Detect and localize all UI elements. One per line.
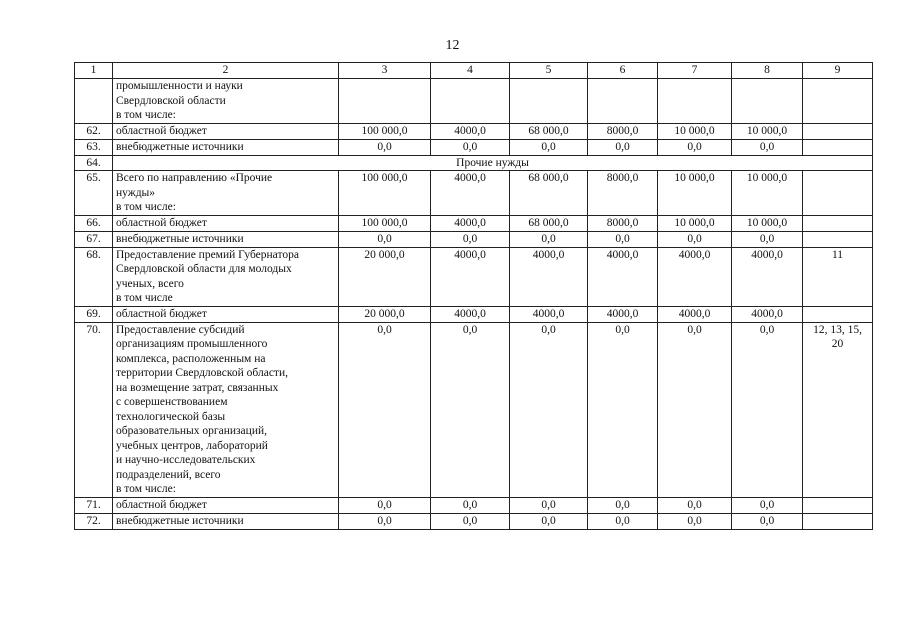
- description-line: Всего по направлению «Прочие: [116, 172, 273, 184]
- row-number: 71.: [75, 497, 113, 513]
- value-cell: 4000,0: [431, 171, 510, 216]
- note-cell: [803, 513, 873, 529]
- header-cell: 8: [732, 63, 803, 79]
- value-cell: 0,0: [732, 322, 803, 497]
- header-cell: 3: [339, 63, 431, 79]
- value-cell: 0,0: [431, 139, 510, 155]
- value-cell: 100 000,0: [339, 171, 431, 216]
- row-description: [113, 322, 339, 497]
- value-cell: 68 000,0: [510, 171, 588, 216]
- note-cell: [803, 123, 873, 139]
- description-line: организациям промышленного: [116, 338, 268, 350]
- description-line: комплекса, расположенным на: [116, 352, 266, 365]
- value-cell: 0,0: [339, 497, 431, 513]
- value-cell: 10 000,0: [658, 123, 732, 139]
- description-line: областной бюджет: [116, 124, 207, 137]
- value-cell: 0,0: [510, 497, 588, 513]
- value-cell: 0,0: [588, 322, 658, 497]
- row-number: 65.: [75, 171, 113, 216]
- description-line: в том числе: [116, 292, 173, 304]
- header-cell: 4: [431, 63, 510, 79]
- table-row: [75, 231, 873, 247]
- page-number: 12: [445, 38, 460, 53]
- header-cell: 9: [803, 63, 873, 79]
- value-cell: 4000,0: [658, 306, 732, 322]
- row-description: [113, 79, 339, 124]
- table-row: [75, 306, 873, 322]
- value-cell: 10 000,0: [732, 123, 803, 139]
- description-line: на возмещение затрат, связанных: [116, 381, 279, 394]
- value-cell: 20 000,0: [339, 247, 431, 306]
- table-row: [75, 171, 873, 216]
- description-line: в том числе:: [116, 483, 176, 495]
- value-cell: 0,0: [431, 513, 510, 529]
- note-cell: [803, 215, 873, 231]
- value-cell: 8000,0: [588, 171, 658, 216]
- note-cell: 12, 13, 15, 20: [803, 322, 873, 497]
- value-cell: [658, 79, 732, 124]
- row-description: [113, 123, 339, 139]
- row-description: [113, 139, 339, 155]
- table-row: [75, 247, 873, 306]
- section-title: Прочие нужды: [113, 155, 873, 171]
- note-cell: 11: [803, 247, 873, 306]
- description-line: областной бюджет: [116, 216, 207, 229]
- value-cell: 20 000,0: [339, 306, 431, 322]
- value-cell: 10 000,0: [732, 215, 803, 231]
- value-cell: 10 000,0: [658, 215, 732, 231]
- row-number: 67.: [75, 231, 113, 247]
- row-number: [75, 79, 113, 124]
- value-cell: 4000,0: [431, 215, 510, 231]
- value-cell: 4000,0: [588, 306, 658, 322]
- description-line: нужды»: [116, 186, 156, 199]
- table-row: [75, 497, 873, 513]
- description-line: Предоставление премий Губернатора: [116, 248, 299, 261]
- value-cell: 0,0: [658, 322, 732, 497]
- value-cell: 4000,0: [588, 247, 658, 306]
- row-description: [113, 497, 339, 513]
- table-row: [75, 139, 873, 155]
- value-cell: 0,0: [431, 231, 510, 247]
- value-cell: 4000,0: [732, 247, 803, 306]
- value-cell: 4000,0: [510, 306, 588, 322]
- value-cell: 0,0: [339, 231, 431, 247]
- value-cell: 4000,0: [510, 247, 588, 306]
- row-description: [113, 215, 339, 231]
- value-cell: 0,0: [588, 231, 658, 247]
- value-cell: 0,0: [431, 322, 510, 497]
- table-header-row: [75, 63, 873, 79]
- value-cell: 0,0: [732, 231, 803, 247]
- row-number: 64.: [75, 155, 113, 171]
- description-line: областной бюджет: [116, 307, 207, 320]
- description-line: внебюджетные источники: [116, 232, 244, 245]
- description-line: внебюджетные источники: [116, 514, 244, 527]
- value-cell: 10 000,0: [658, 171, 732, 216]
- row-description: [113, 513, 339, 529]
- value-cell: 0,0: [339, 513, 431, 529]
- table-row: [75, 513, 873, 529]
- value-cell: [588, 79, 658, 124]
- description-line: территории Свердловской области,: [116, 367, 288, 379]
- value-cell: 0,0: [658, 231, 732, 247]
- value-cell: 4000,0: [431, 247, 510, 306]
- description-line: Предоставление субсидий: [116, 323, 245, 336]
- header-cell: 1: [75, 63, 113, 79]
- description-line: в том числе:: [116, 201, 176, 213]
- value-cell: 0,0: [339, 139, 431, 155]
- description-line: промышленности и науки: [116, 80, 243, 92]
- value-cell: [732, 79, 803, 124]
- value-cell: 0,0: [431, 497, 510, 513]
- value-cell: 10 000,0: [732, 171, 803, 216]
- value-cell: 4000,0: [732, 306, 803, 322]
- value-cell: 4000,0: [658, 247, 732, 306]
- row-number: 72.: [75, 513, 113, 529]
- value-cell: 0,0: [588, 497, 658, 513]
- header-cell: 6: [588, 63, 658, 79]
- description-line: и научно-исследовательских: [116, 454, 256, 466]
- value-cell: 100 000,0: [339, 123, 431, 139]
- value-cell: 0,0: [588, 139, 658, 155]
- value-cell: 0,0: [588, 513, 658, 529]
- header-cell: 5: [510, 63, 588, 79]
- row-number: 66.: [75, 215, 113, 231]
- table-body: [75, 63, 873, 530]
- value-cell: 0,0: [732, 513, 803, 529]
- note-cell: [803, 171, 873, 216]
- note-cell: [803, 79, 873, 124]
- table-row: [75, 215, 873, 231]
- header-cell: 7: [658, 63, 732, 79]
- row-number: 68.: [75, 247, 113, 306]
- description-line: технологической базы: [116, 410, 226, 423]
- row-number: 62.: [75, 123, 113, 139]
- note-cell: [803, 306, 873, 322]
- description-line: подразделений, всего: [116, 468, 221, 481]
- table-row: [75, 79, 873, 124]
- row-number: 69.: [75, 306, 113, 322]
- description-line: областной бюджет: [116, 498, 207, 511]
- value-cell: 0,0: [510, 513, 588, 529]
- description-line: с совершенствованием: [116, 396, 228, 408]
- description-line: Свердловской области для молодых: [116, 263, 292, 275]
- value-cell: 8000,0: [588, 123, 658, 139]
- description-line: Свердловской области: [116, 94, 226, 107]
- value-cell: 4000,0: [431, 306, 510, 322]
- value-cell: 68 000,0: [510, 215, 588, 231]
- value-cell: 0,0: [510, 139, 588, 155]
- table-row: [75, 322, 873, 497]
- table-row: [75, 123, 873, 139]
- description-line: образовательных организаций,: [116, 425, 267, 437]
- value-cell: 4000,0: [431, 123, 510, 139]
- value-cell: 8000,0: [588, 215, 658, 231]
- section-row: [75, 155, 873, 171]
- value-cell: 68 000,0: [510, 123, 588, 139]
- value-cell: [431, 79, 510, 124]
- value-cell: [510, 79, 588, 124]
- row-number: 70.: [75, 322, 113, 497]
- value-cell: 0,0: [732, 139, 803, 155]
- value-cell: 0,0: [658, 513, 732, 529]
- row-description: [113, 247, 339, 306]
- value-cell: 0,0: [510, 231, 588, 247]
- row-description: [113, 171, 339, 216]
- value-cell: 100 000,0: [339, 215, 431, 231]
- value-cell: 0,0: [510, 322, 588, 497]
- note-cell: [803, 497, 873, 513]
- note-cell: [803, 139, 873, 155]
- value-cell: [339, 79, 431, 124]
- program-table: [74, 62, 873, 530]
- description-line: в том числе:: [116, 109, 176, 121]
- description-line: внебюджетные источники: [116, 140, 244, 153]
- row-description: [113, 306, 339, 322]
- note-cell: [803, 231, 873, 247]
- value-cell: 0,0: [339, 322, 431, 497]
- description-line: учебных центров, лабораторий: [116, 439, 268, 452]
- value-cell: 0,0: [732, 497, 803, 513]
- description-line: ученых, всего: [116, 277, 184, 290]
- header-cell: 2: [113, 63, 339, 79]
- value-cell: 0,0: [658, 139, 732, 155]
- row-number: 63.: [75, 139, 113, 155]
- value-cell: 0,0: [658, 497, 732, 513]
- row-description: [113, 231, 339, 247]
